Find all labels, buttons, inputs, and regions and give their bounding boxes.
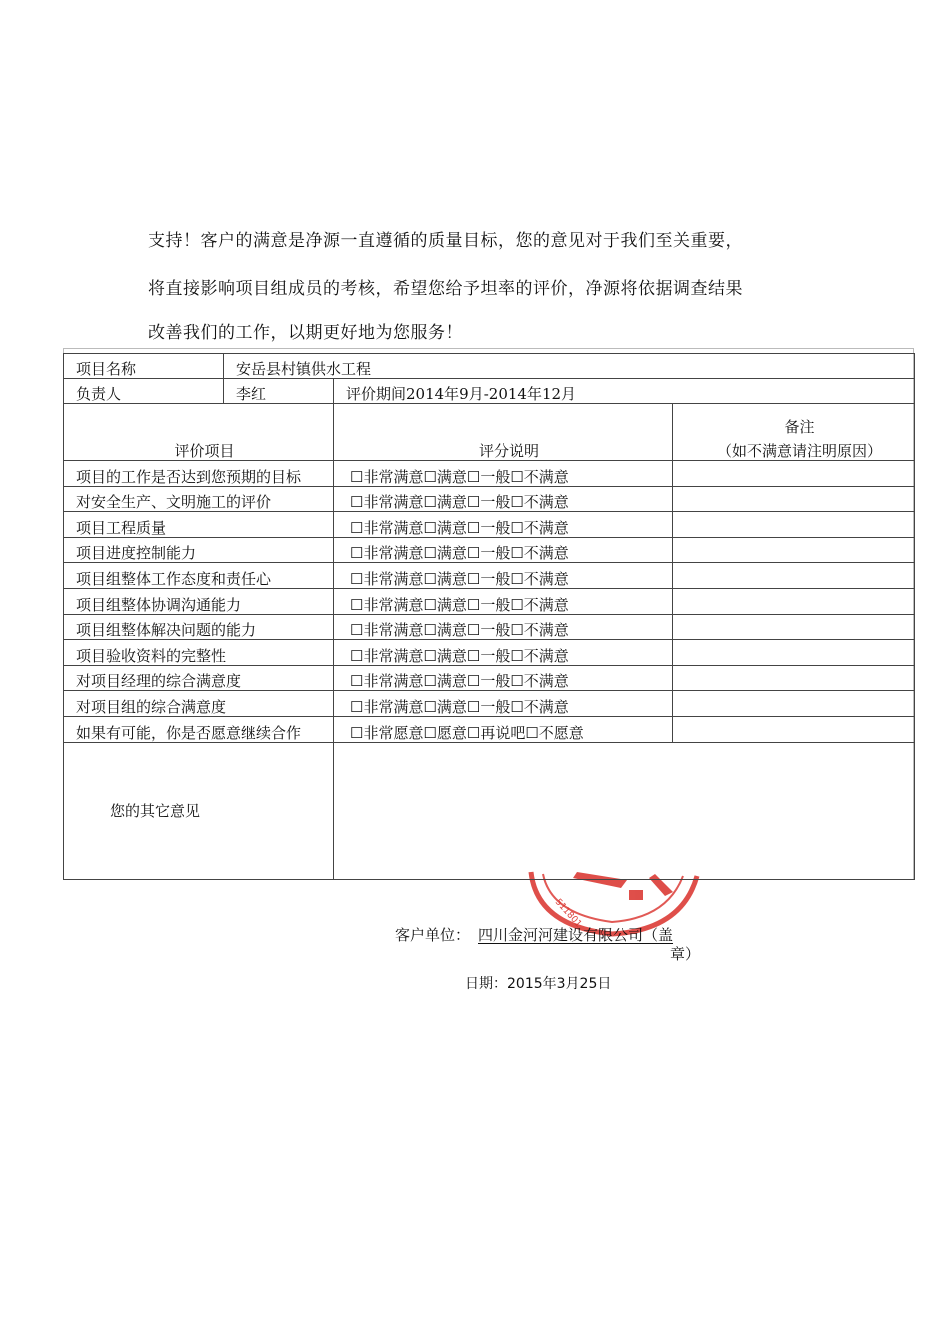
table-row (64, 640, 915, 666)
table-header-row (64, 404, 915, 461)
item-label: 项目组整体解决问题的能力 (76, 621, 257, 640)
owner-label: 负责人 (64, 379, 224, 404)
rating-options[interactable]: ☐非常满意☐满意☐一般☐不满意 (334, 537, 673, 563)
header-notes (673, 404, 915, 461)
rating-options[interactable]: ☐非常愿意☐愿意☐再说吧☐不愿意 (334, 716, 673, 742)
header-item: 评价项目 (64, 404, 334, 461)
table-row (64, 486, 915, 512)
table-row (64, 461, 915, 487)
rating-options[interactable]: ☐非常满意☐满意☐一般☐不满意 (334, 563, 673, 589)
notes-cell[interactable] (673, 716, 915, 742)
notes-cell[interactable] (673, 691, 915, 717)
other-comments-row (64, 742, 915, 879)
project-name-label: 项目名称 (64, 354, 224, 379)
notes-cell[interactable] (673, 614, 915, 640)
notes-cell[interactable] (673, 640, 915, 666)
notes-cell[interactable] (673, 563, 915, 589)
signature-date: 日期：2015年3月25日 (465, 976, 612, 992)
item-label: 对安全生产、文明施工的评价 (76, 493, 272, 512)
intro-line-2: 将直接影响项目组成员的考核，希望您给予坦率的评价，净源将依据调查结果 (148, 279, 743, 299)
item-label: 项目验收资料的完整性 (76, 646, 227, 665)
notes-cell[interactable] (673, 512, 915, 538)
other-comments-field[interactable] (334, 742, 915, 879)
rating-options[interactable]: ☐非常满意☐满意☐一般☐不满意 (334, 640, 673, 666)
customer-unit-label: 客户单位： (395, 926, 471, 944)
seal-number: 511801 (552, 897, 584, 930)
table-row (64, 537, 915, 563)
project-name-value: 安岳县村镇供水工程 (224, 354, 915, 379)
evaluation-period: 评价期间2014年9月-2014年12月 (334, 379, 915, 404)
notes-cell[interactable] (673, 588, 915, 614)
rating-options[interactable]: ☐非常满意☐满意☐一般☐不满意 (334, 665, 673, 691)
notes-cell[interactable] (673, 537, 915, 563)
item-label: 项目组整体协调沟通能力 (76, 595, 242, 614)
intro-line-1: 支持！客户的满意是净源一直遵循的质量目标，您的意见对于我们至关重要， (148, 231, 743, 251)
item-label: 对项目经理的综合满意度 (76, 672, 242, 691)
table-row (64, 588, 915, 614)
owner-value: 李红 (224, 379, 334, 404)
seal-suffix: 章） (670, 945, 701, 963)
rating-options[interactable]: ☐非常满意☐满意☐一般☐不满意 (334, 461, 673, 487)
rating-options[interactable]: ☐非常满意☐满意☐一般☐不满意 (334, 486, 673, 512)
item-label: 对项目组的综合满意度 (76, 697, 227, 716)
table-row (64, 563, 915, 589)
rating-options[interactable]: ☐非常满意☐满意☐一般☐不满意 (334, 691, 673, 717)
rating-options[interactable]: ☐非常满意☐满意☐一般☐不满意 (334, 512, 673, 538)
item-label: 项目的工作是否达到您预期的目标 (76, 467, 302, 486)
rating-options[interactable]: ☐非常满意☐满意☐一般☐不满意 (334, 614, 673, 640)
header-notes-subtitle: （如不满意请注明原因） (717, 442, 883, 460)
intro-line-3: 改善我们的工作，以期更好地为您服务！ (148, 323, 463, 343)
item-label: 如果有可能，你是否愿意继续合作 (76, 723, 302, 742)
notes-cell[interactable] (673, 461, 915, 487)
table-row (64, 716, 915, 742)
notes-cell[interactable] (673, 665, 915, 691)
project-owner-row (64, 379, 915, 404)
table-row (64, 691, 915, 717)
table-row (64, 665, 915, 691)
item-label: 项目工程质量 (76, 518, 167, 537)
item-label: 项目进度控制能力 (76, 544, 197, 563)
table-row (64, 512, 915, 538)
notes-cell[interactable] (673, 486, 915, 512)
header-score: 评分说明 (334, 404, 673, 461)
item-label: 项目组整体工作态度和责任心 (76, 569, 272, 588)
project-name-row (64, 354, 915, 379)
table-row (64, 614, 915, 640)
customer-company-name: 四川金河河建设有限公司（盖 (478, 926, 674, 944)
other-comments-label: 您的其它意见 (64, 742, 334, 879)
header-notes-title: 备注 (784, 418, 815, 436)
rating-options[interactable]: ☐非常满意☐满意☐一般☐不满意 (334, 588, 673, 614)
evaluation-table (63, 353, 915, 880)
